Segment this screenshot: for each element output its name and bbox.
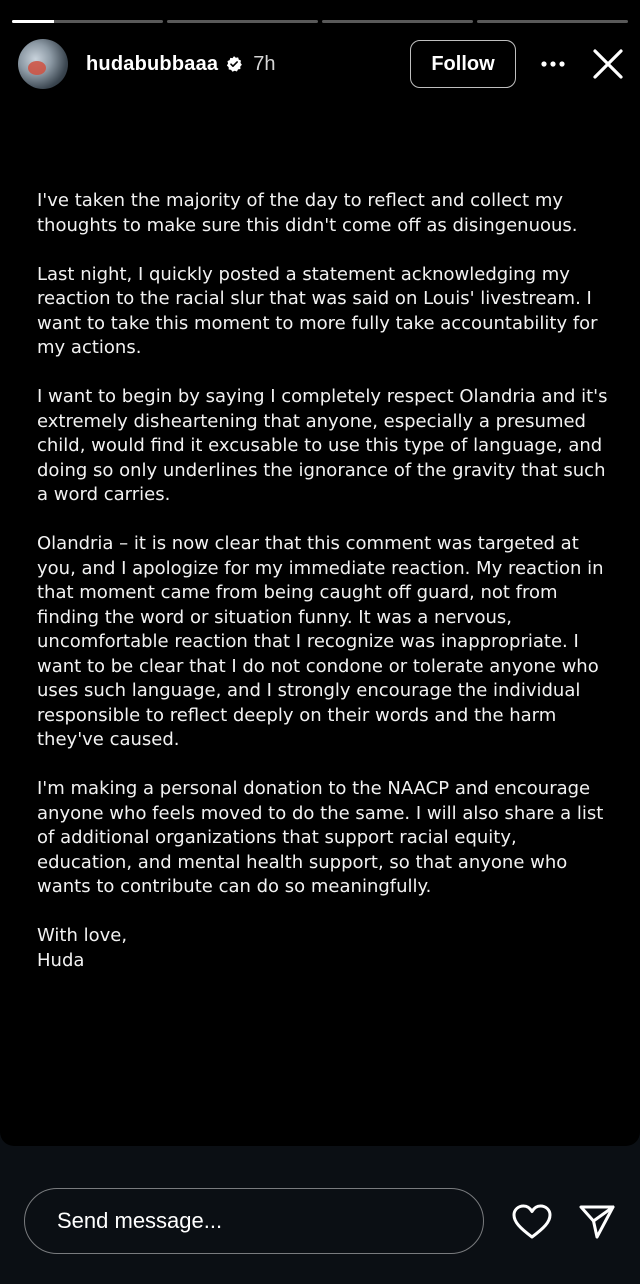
follow-button[interactable]: Follow [410, 40, 516, 88]
statement-paragraph: Olandria – it is now clear that this comment was targeted at you, and I apologize for my immediate reaction. My reaction in that moment came from being caught off guard, not from finding the word or situation funny. It was a nervous, uncomfortable reaction that I recognize was inappropriate. I want to be clear that I do not condone or tolerate anyone who uses such language, and I strongly encourage the individual responsible to reflect deeply on their words and the harm they've caused. [37, 533, 604, 750]
verified-badge-icon [225, 55, 243, 73]
progress-segment [167, 20, 318, 23]
story-progress-bar [12, 20, 628, 23]
progress-segment [12, 20, 163, 23]
send-message-input[interactable] [24, 1188, 484, 1254]
signoff: With love, [37, 925, 128, 946]
story-text-content [37, 189, 616, 973]
username[interactable]: hudabubbaaa [86, 52, 219, 75]
statement-paragraph: Last night, I quickly posted a statement acknowledging my reaction to the racial slur that was said on Louis' livestream. I want to take this moment to more fully take accountability for my actions. [37, 263, 598, 358]
statement-paragraph: I've taken the majority of the day to reflect and collect my thoughts to make sure this didn't come off as disingenuous. [37, 190, 578, 236]
statement-paragraph: I want to begin by saying I completely respect Olandria and it's extremely disheartening that anyone, especially a presumed child, would find it excusable to use this type of language, and doing so only underlines the ignorance of the gravity that such a word carries. [37, 386, 608, 505]
signature: Huda [37, 949, 85, 971]
send-icon[interactable] [578, 1203, 616, 1241]
progress-segment [477, 20, 628, 23]
progress-segment [322, 20, 473, 23]
progress-segment-fill [12, 20, 54, 23]
avatar[interactable] [18, 39, 68, 89]
more-dots-icon[interactable] [538, 49, 568, 79]
statement-paragraph: I'm making a personal donation to the NAACP and encourage anyone who feels moved to do the same. I will also share a list of additional organizations that support racial equity, education, and mental health support, so that anyone who wants to contribute can do so meaningfully. [37, 778, 604, 897]
story-header [18, 38, 626, 90]
close-icon[interactable] [590, 46, 626, 82]
heart-icon[interactable] [512, 1204, 552, 1240]
story-footer [0, 1146, 640, 1284]
post-time: 7h [253, 52, 276, 75]
